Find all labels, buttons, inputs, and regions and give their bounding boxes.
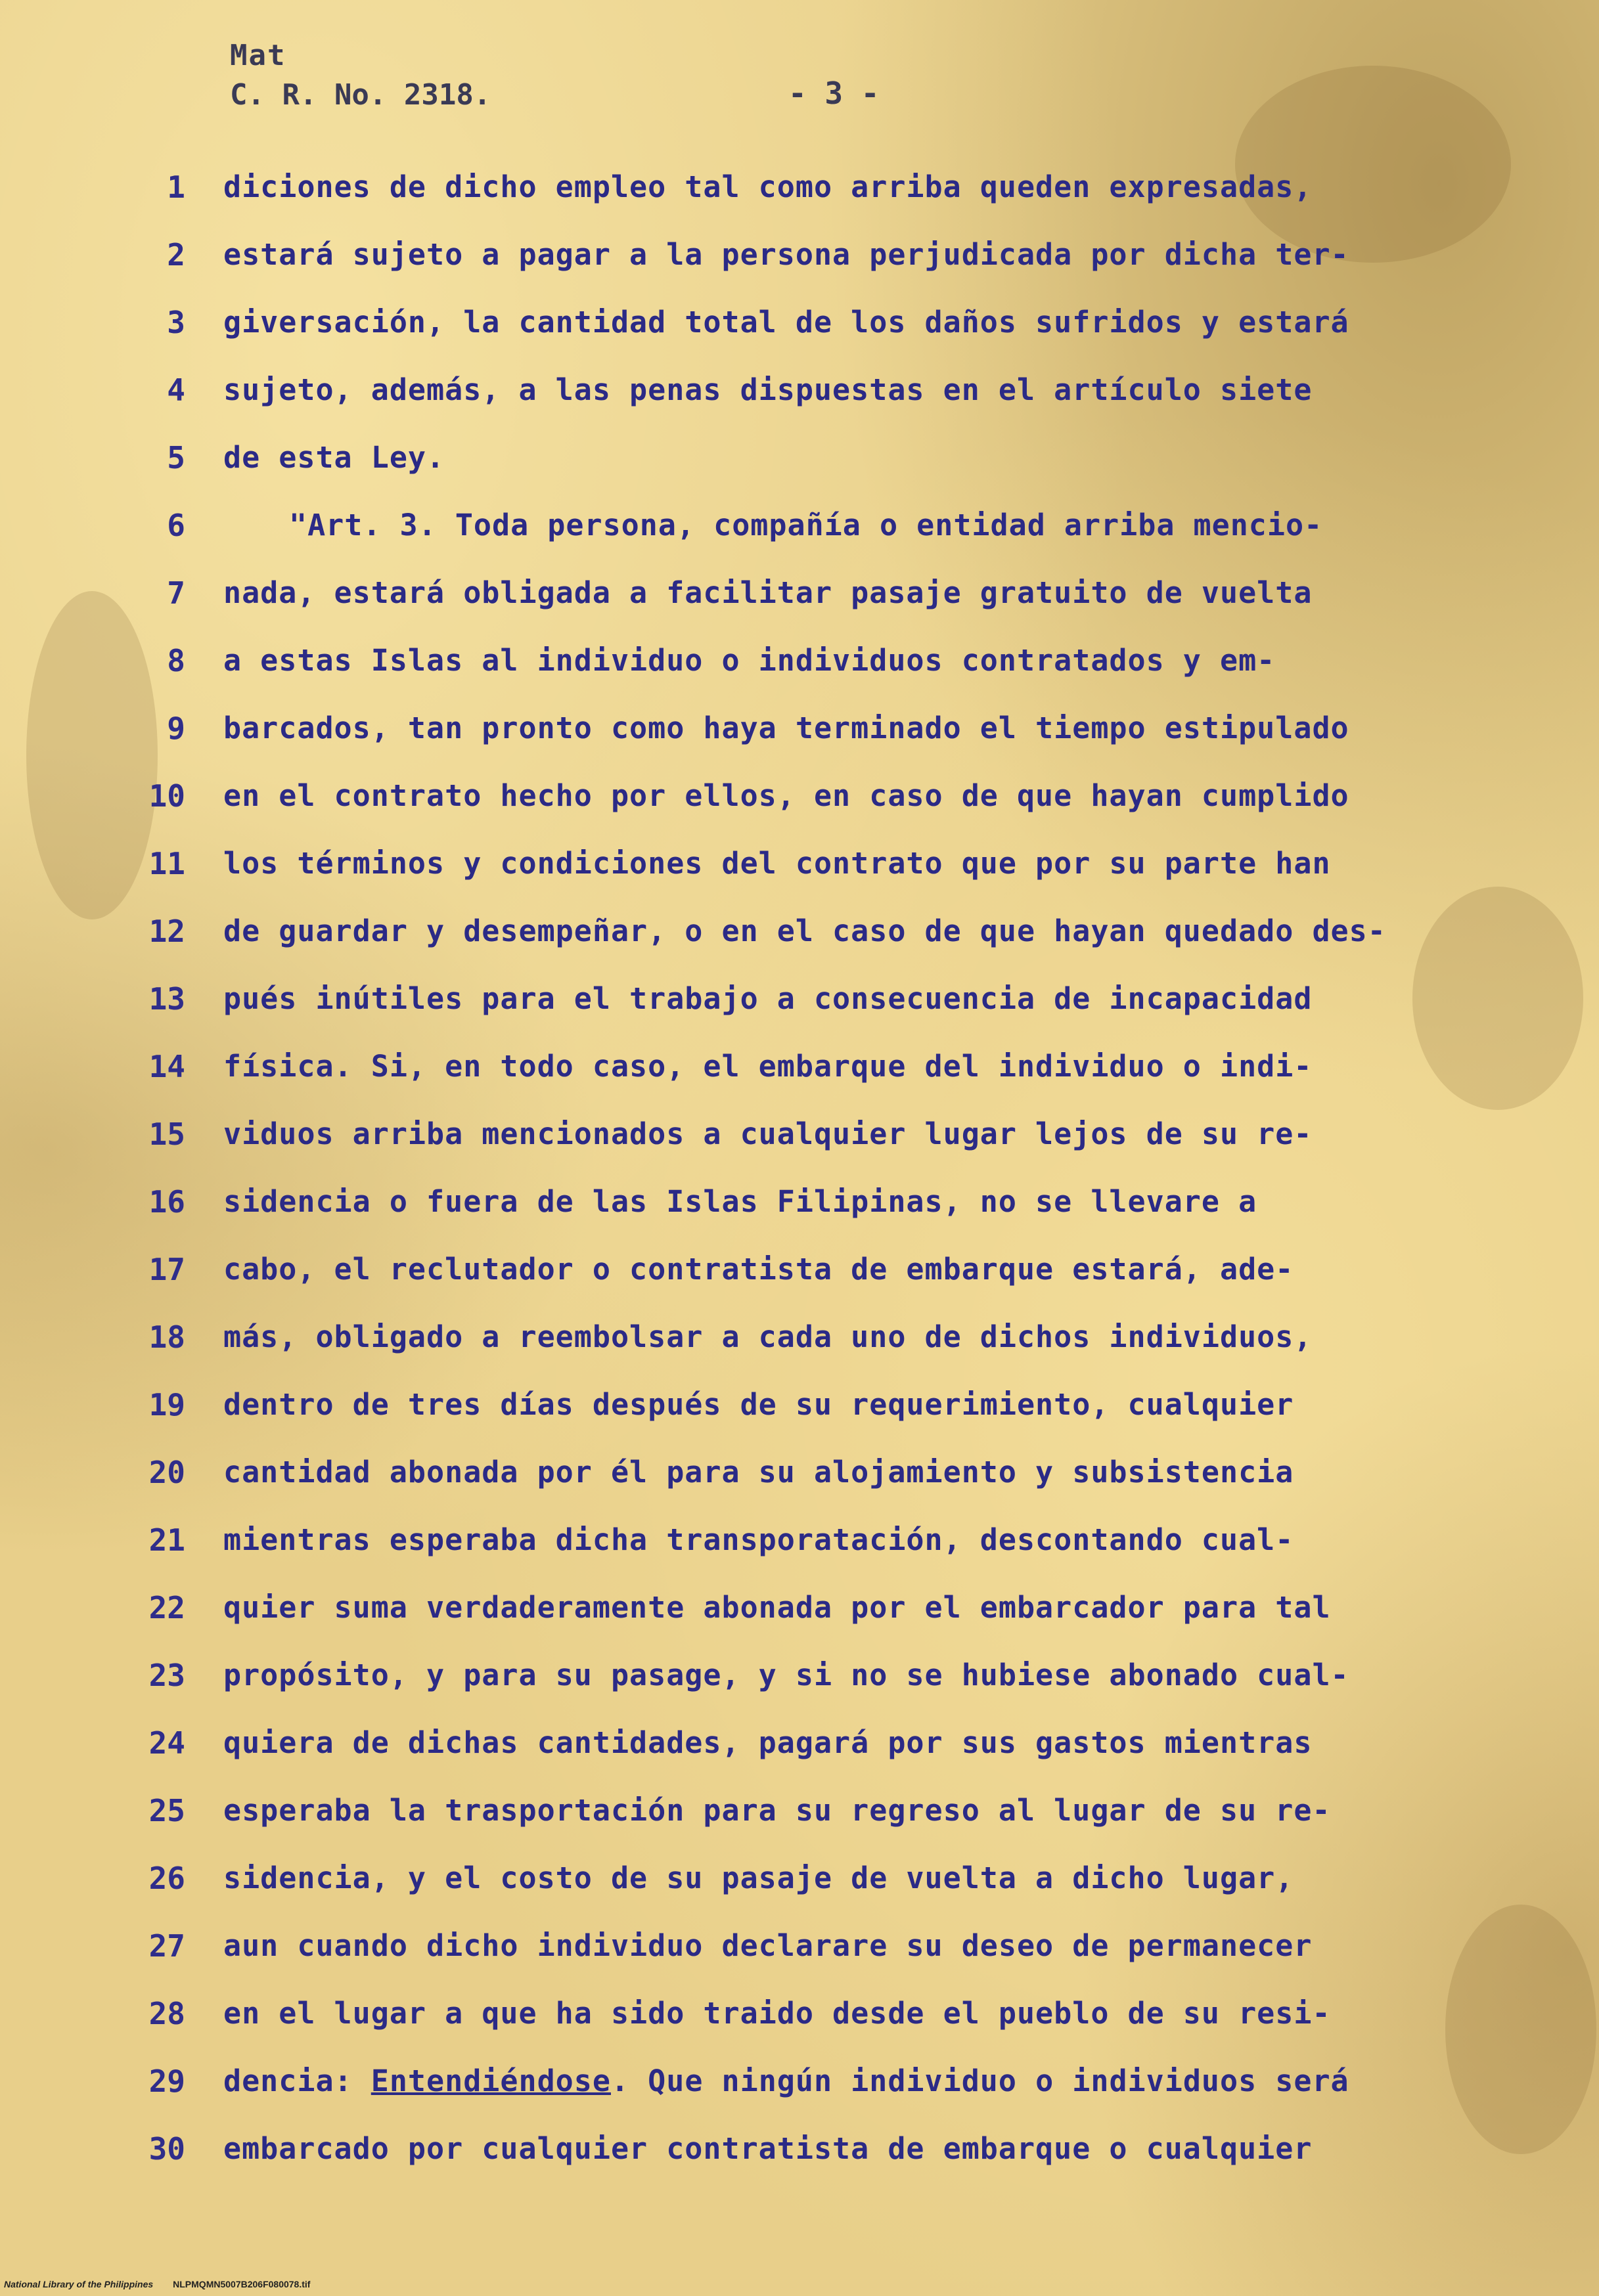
- line-number: 7: [167, 575, 185, 611]
- line-text: giversación, la cantidad total de los daños sufridos y estará: [223, 305, 1349, 340]
- text-line: [0, 508, 1599, 573]
- text-line: [0, 1455, 1599, 1520]
- text-line: [0, 1658, 1599, 1723]
- text-line: [0, 2064, 1599, 2129]
- text-line: [0, 1793, 1599, 1859]
- line-text: en el lugar a que ha sido traido desde el pueblo de su resi-: [223, 1996, 1331, 2031]
- line-text: en el contrato hecho por ellos, en caso de que hayan cumplido: [223, 778, 1349, 813]
- text-line: [0, 372, 1599, 438]
- line-number: 18: [148, 1319, 185, 1355]
- text-line: [0, 1252, 1599, 1317]
- text-line: [0, 1319, 1599, 1385]
- page-number: - 3 -: [788, 76, 880, 111]
- line-text: sujeto, además, a las penas dispuestas en el artículo siete: [223, 372, 1313, 407]
- line-text: dentro de tres días después de su requerimiento, cualquier: [223, 1387, 1294, 1422]
- line-text: sidencia o fuera de las Islas Filipinas, no se llevare a: [223, 1184, 1257, 1219]
- document-header: [230, 36, 491, 115]
- line-text: cantidad abonada por él para su alojamiento y subsistencia: [223, 1455, 1294, 1490]
- text-line: [0, 440, 1599, 506]
- text-line: [0, 2131, 1599, 2197]
- line-number: 20: [148, 1455, 185, 1490]
- line-text: de esta Ley.: [223, 440, 445, 475]
- line-number: 14: [148, 1049, 185, 1084]
- line-number: 22: [148, 1590, 185, 1625]
- line-text: quier suma verdaderamente abonada por el embarcador para tal: [223, 1590, 1331, 1625]
- line-text: "Art. 3. Toda persona, compañía o entidad arriba mencio-: [289, 508, 1323, 542]
- line-text: pués inútiles para el trabajo a consecuencia de incapacidad: [223, 981, 1313, 1016]
- line-text: diciones de dicho empleo tal como arriba queden expresadas,: [223, 169, 1313, 204]
- text-line: [0, 1049, 1599, 1115]
- line-text: de guardar y desempeñar, o en el caso de que hayan quedado des-: [223, 914, 1386, 948]
- line-number: 6: [167, 508, 185, 543]
- text-line: [0, 914, 1599, 979]
- line-text: aun cuando dicho individuo declarare su deseo de permanecer: [223, 1928, 1313, 1963]
- bill-number: C. R. No. 2318.: [230, 78, 491, 112]
- line-number: 12: [148, 914, 185, 949]
- line-number: 8: [167, 643, 185, 678]
- text-line: [0, 778, 1599, 844]
- line-number: 23: [148, 1658, 185, 1693]
- text-line: [0, 1116, 1599, 1182]
- line-text-after: . Que ningún individuo o individuos será: [610, 2064, 1349, 2098]
- text-line: [0, 1996, 1599, 2062]
- line-number: 16: [148, 1184, 185, 1220]
- line-number: 3: [167, 305, 185, 340]
- line-number: 11: [148, 846, 185, 881]
- line-number: 17: [148, 1252, 185, 1287]
- archive-footer: [4, 2279, 310, 2289]
- line-text: cabo, el reclutador o contratista de embarque estará, ade-: [223, 1252, 1294, 1287]
- text-line: [0, 1387, 1599, 1453]
- line-text-before: dencia:: [223, 2064, 371, 2098]
- line-number: 26: [148, 1861, 185, 1896]
- text-line: [0, 846, 1599, 912]
- line-text: embarcado por cualquier contratista de embarque o cualquier: [223, 2131, 1313, 2166]
- line-text: sidencia, y el costo de su pasaje de vuelta a dicho lugar,: [223, 1861, 1294, 1895]
- line-text: [223, 2064, 1349, 2098]
- line-number: 21: [148, 1522, 185, 1558]
- text-line: [0, 1861, 1599, 1926]
- header-initials: Mat: [230, 39, 286, 72]
- text-line: [0, 981, 1599, 1047]
- text-line: [0, 169, 1599, 235]
- text-line: [0, 1184, 1599, 1250]
- text-line: [0, 237, 1599, 303]
- line-number: 24: [148, 1725, 185, 1761]
- line-number: 27: [148, 1928, 185, 1964]
- line-number: 15: [148, 1116, 185, 1152]
- line-number: 30: [148, 2131, 185, 2167]
- line-number: 4: [167, 372, 185, 408]
- line-text: viduos arriba mencionados a cualquier lugar lejos de su re-: [223, 1116, 1313, 1151]
- line-text: física. Si, en todo caso, el embarque del individuo o indi-: [223, 1049, 1313, 1084]
- text-line: [0, 1522, 1599, 1588]
- text-line: [0, 711, 1599, 776]
- line-text: más, obligado a reembolsar a cada uno de dichos individuos,: [223, 1319, 1313, 1354]
- line-number: 1: [167, 169, 185, 205]
- line-text: nada, estará obligada a facilitar pasaje gratuito de vuelta: [223, 575, 1313, 610]
- line-number: 9: [167, 711, 185, 746]
- line-number: 5: [167, 440, 185, 475]
- text-line: [0, 643, 1599, 709]
- line-text: estará sujeto a pagar a la persona perjudicada por dicha ter-: [223, 237, 1349, 272]
- line-text: propósito, y para su pasage, y si no se hubiese abonado cual-: [223, 1658, 1349, 1692]
- text-line: [0, 305, 1599, 370]
- text-line: [0, 1928, 1599, 1994]
- line-text: barcados, tan pronto como haya terminado el tiempo estipulado: [223, 711, 1349, 745]
- line-text: quiera de dichas cantidades, pagará por sus gastos mientras: [223, 1725, 1313, 1760]
- scan-filename: NLPMQMN5007B206F080078.tif: [173, 2279, 311, 2289]
- line-text: esperaba la trasportación para su regreso al lugar de su re-: [223, 1793, 1331, 1828]
- library-credit: National Library of the Philippines: [4, 2279, 154, 2289]
- line-number: 10: [148, 778, 185, 814]
- line-text: los términos y condiciones del contrato que por su parte han: [223, 846, 1331, 881]
- line-number: 2: [167, 237, 185, 273]
- line-number: 28: [148, 1996, 185, 2031]
- line-text: mientras esperaba dicha transporatación, descontando cual-: [223, 1522, 1294, 1557]
- line-number: 19: [148, 1387, 185, 1423]
- text-line: [0, 1590, 1599, 1656]
- underlined-proviso: Entendiéndose: [371, 2064, 611, 2098]
- line-number: 13: [148, 981, 185, 1017]
- text-line: [0, 1725, 1599, 1791]
- line-number: 29: [148, 2064, 185, 2099]
- line-number: 25: [148, 1793, 185, 1828]
- text-line: [0, 575, 1599, 641]
- line-text: a estas Islas al individuo o individuos contratados y em-: [223, 643, 1276, 678]
